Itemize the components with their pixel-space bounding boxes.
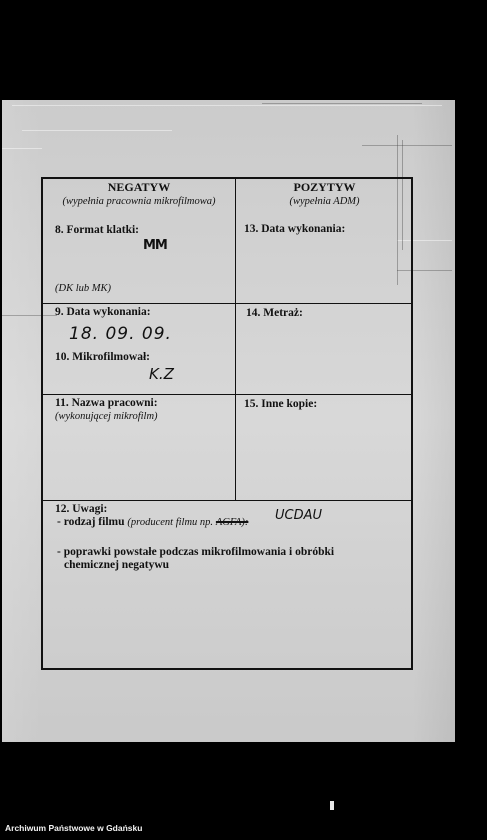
- pozytyw-date-label: 13. Data wykonania:: [244, 223, 346, 235]
- film-type-hint: (producent filmu np.: [127, 517, 214, 528]
- date-value: 18. 09. 09.: [69, 324, 172, 344]
- pozytyw-subtitle: (wypełnia ADM): [289, 196, 360, 207]
- film-type-line: [57, 516, 248, 529]
- column-divider: [235, 179, 236, 501]
- corrections-line-1: - poprawki powstałe podczas mikrofilmowania i obróbki: [57, 546, 335, 558]
- pozytyw-title: POZYTYW: [293, 180, 356, 194]
- corrections-line-2: chemicznej negatywu: [64, 559, 170, 571]
- negatyw-subtitle: (wypełnia pracownia mikrofilmowa): [62, 196, 216, 207]
- scan-streak: [362, 145, 452, 146]
- scan-streak: [22, 130, 172, 131]
- row-divider: [43, 303, 411, 304]
- archive-footer: Archiwum Państwowe w Gdańsku: [5, 823, 143, 833]
- operator-label: 10. Mikrofilmował:: [55, 351, 150, 363]
- lab-hint: (wykonującej mikrofilm): [55, 411, 158, 422]
- film-type-example: AGFA):: [215, 517, 249, 528]
- scan-marker: [330, 801, 334, 810]
- scan-streak: [12, 105, 442, 106]
- operator-value: K.Z: [149, 365, 174, 383]
- date-label: 9. Data wykonania:: [55, 306, 151, 318]
- negatyw-title: NEGATYW: [107, 180, 171, 194]
- film-type-label: - rodzaj filmu: [57, 516, 125, 528]
- row-divider: [43, 394, 411, 395]
- remarks-label: 12. Uwagi:: [55, 503, 108, 515]
- format-label: 8. Format klatki:: [55, 224, 140, 236]
- scan-streak: [2, 148, 42, 149]
- format-hint: (DK lub MK): [55, 283, 111, 294]
- scan-streak: [262, 103, 422, 104]
- length-label: 14. Metraż:: [246, 307, 303, 319]
- format-value: MM: [143, 238, 167, 253]
- film-type-value: UCDAU: [275, 508, 323, 523]
- lab-label: 11. Nazwa pracowni:: [55, 397, 158, 409]
- copies-label: 15. Inne kopie:: [244, 398, 318, 410]
- microfilm-record-card: [41, 177, 413, 670]
- row-divider: [43, 500, 411, 501]
